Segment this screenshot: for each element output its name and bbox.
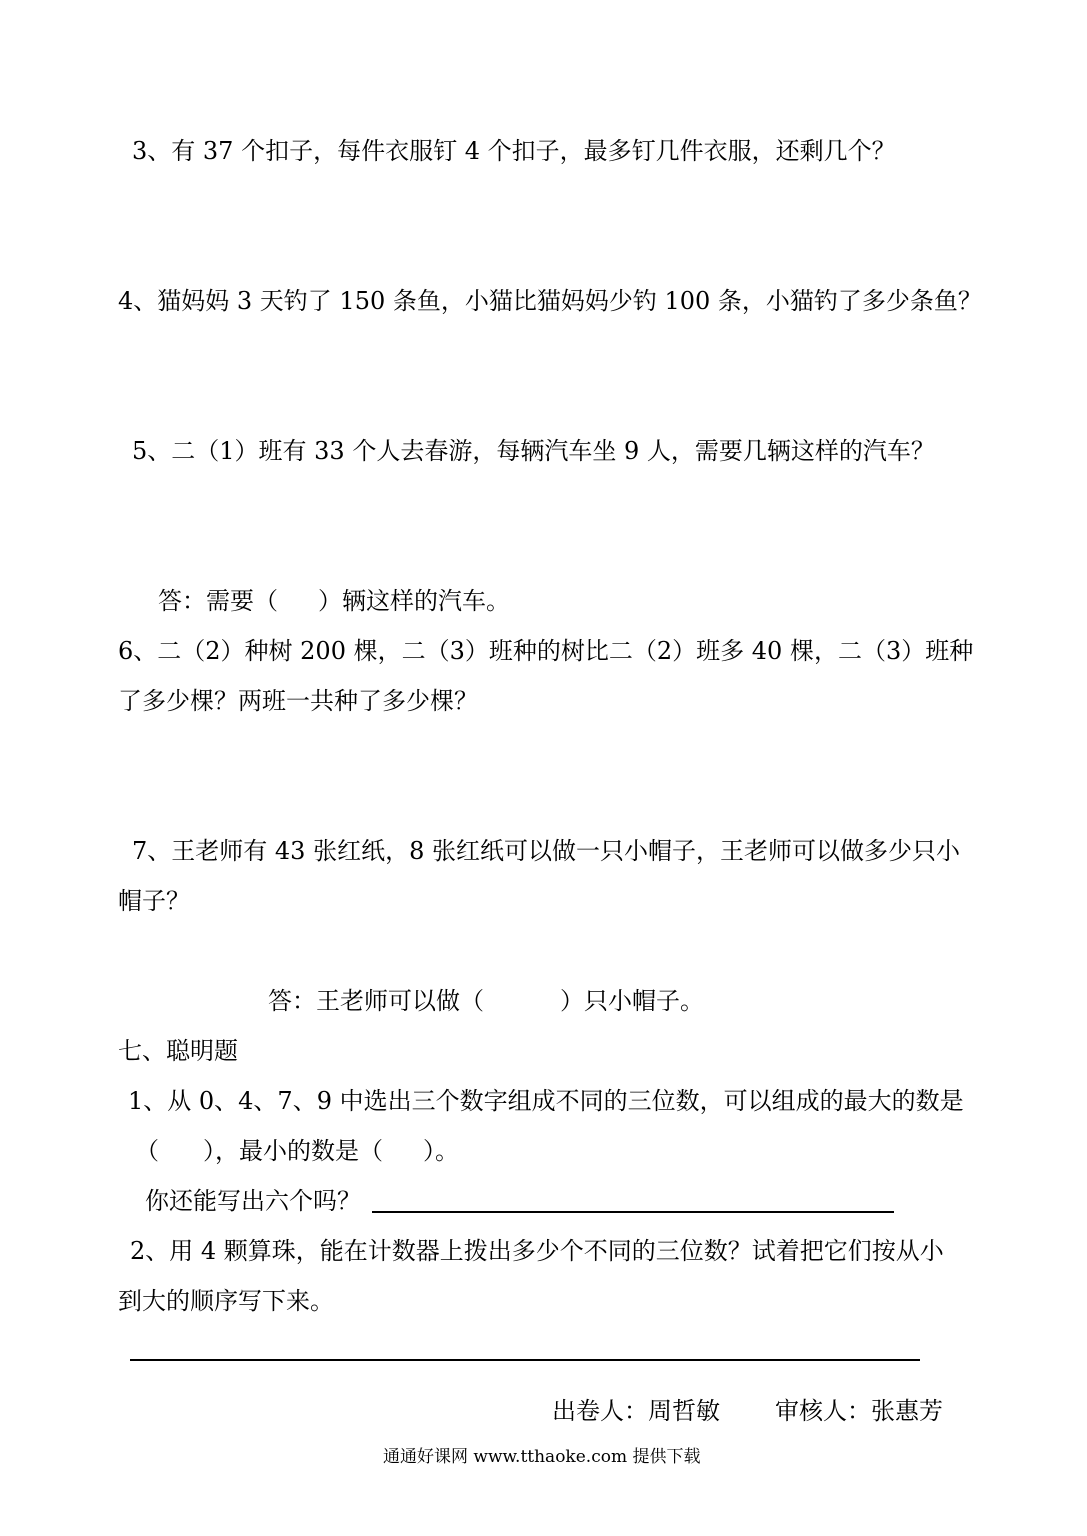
signature-author: 出卷人：周哲敏 bbox=[552, 1397, 720, 1425]
footer-download-note: 通通好课网 www.tthaoke.com 提供下载 bbox=[383, 1447, 701, 1467]
question-4: 4、猫妈妈 3 天钓了 150 条鱼，小猫比猫妈妈少钓 100 条，小猫钓了多少条鱼？ bbox=[118, 287, 982, 315]
question-7-answer bbox=[268, 986, 704, 1016]
answer-prefix: 答：需要（ bbox=[158, 587, 278, 615]
blank-close: ）。 bbox=[423, 1137, 459, 1165]
smallest-number-label: ），最小的数是（ bbox=[203, 1137, 383, 1165]
blank-open: （ bbox=[135, 1137, 159, 1165]
signature-reviewer: 审核人：张惠芳 bbox=[775, 1397, 943, 1425]
section-7-title: 七、聪明题 bbox=[118, 1037, 238, 1065]
puzzle-1-line-2 bbox=[135, 1136, 459, 1166]
question-5: 5、二（1）班有 33 个人去春游，每辆汽车坐 9 人，需要几辆这样的汽车？ bbox=[132, 437, 935, 465]
question-3: 3、有 37 个扣子，每件衣服钉 4 个扣子，最多钉几件衣服，还剩几个？ bbox=[132, 137, 896, 165]
puzzle-2-line-1: 2、用 4 颗算珠，能在计数器上拨出多少个不同的三位数？试着把它们按从小 bbox=[130, 1237, 944, 1265]
puzzle-1-line-3: 你还能写出六个吗？ bbox=[145, 1187, 361, 1215]
puzzle-1-line-1: 1、从 0、4、7、9 中选出三个数字组成不同的三位数，可以组成的最大的数是 bbox=[128, 1087, 964, 1115]
puzzle-2-line-2: 到大的顺序写下来。 bbox=[118, 1287, 334, 1315]
answer-suffix: ）只小帽子。 bbox=[560, 987, 704, 1015]
question-7-line-1: 7、王老师有 43 张红纸，8 张红纸可以做一只小帽子，王老师可以做多少只小 bbox=[132, 837, 960, 865]
question-6-line-2: 了多少棵？两班一共种了多少棵？ bbox=[118, 687, 478, 715]
answer-underline-2 bbox=[130, 1359, 920, 1361]
question-6-line-1: 6、二（2）种树 200 棵，二（3）班种的树比二（2）班多 40 棵，二（3）班种 bbox=[118, 637, 974, 665]
answer-underline-1 bbox=[372, 1211, 894, 1213]
answer-suffix: ）辆这样的汽车。 bbox=[318, 587, 510, 615]
answer-prefix: 答：王老师可以做（ bbox=[268, 987, 484, 1015]
question-7-line-2: 帽子？ bbox=[118, 887, 190, 915]
question-5-answer bbox=[158, 586, 510, 616]
